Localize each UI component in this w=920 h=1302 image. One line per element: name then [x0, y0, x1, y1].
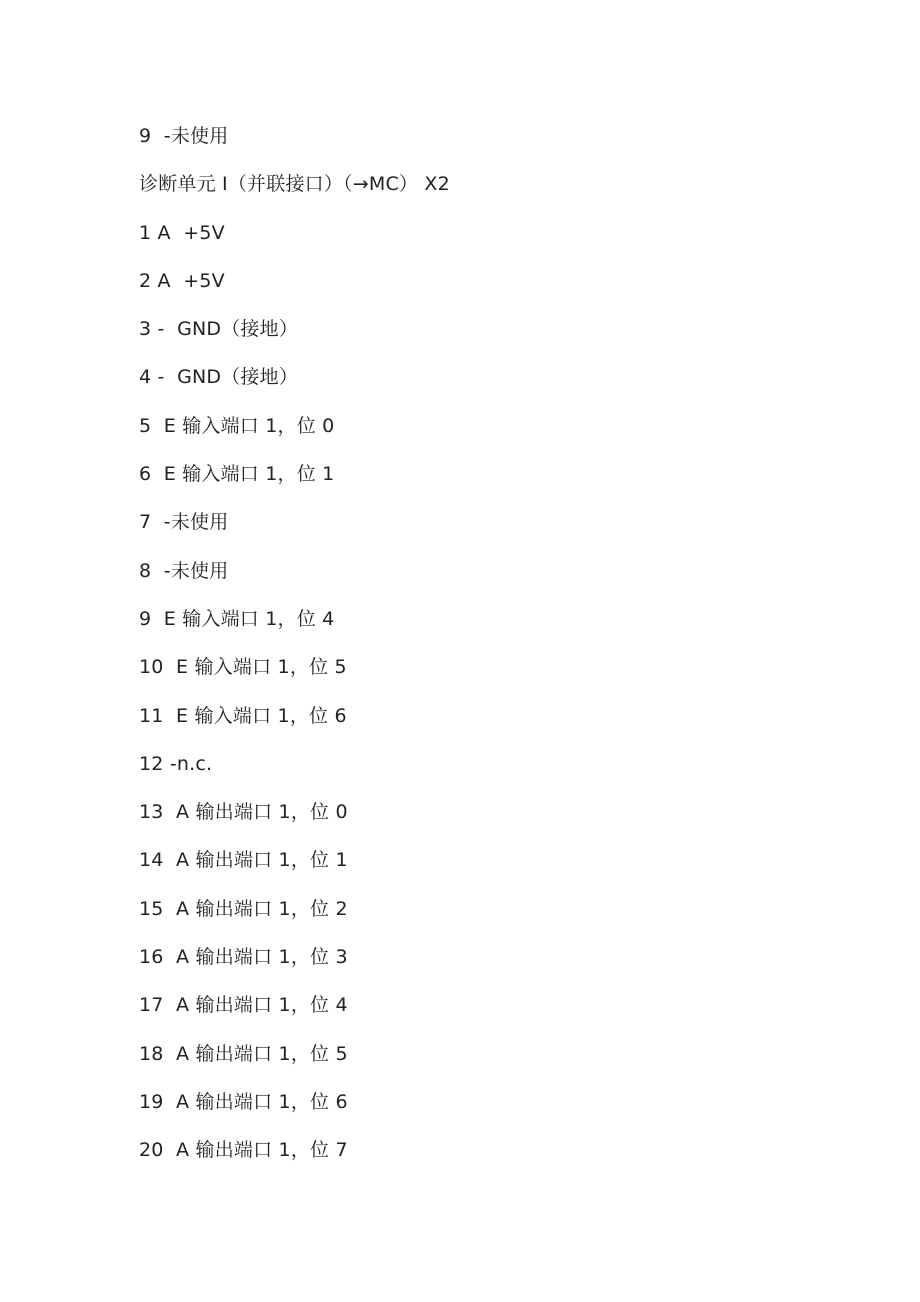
pin-line: 6 E 输入端口 1，位 1 — [139, 463, 335, 486]
pin-line: 11 E 输入端口 1，位 6 — [139, 704, 347, 727]
pin-line: 2 A +5V — [139, 269, 225, 292]
pin-line: 7 -未使用 — [139, 511, 229, 534]
pin-line: 4 - GND（接地） — [139, 366, 299, 389]
pin-line: 18 A 输出端口 1，位 5 — [139, 1042, 348, 1065]
pin-line: 3 - GND（接地） — [139, 318, 299, 341]
pin-line: 12 -n.c. — [139, 752, 213, 775]
pin-line: 17 A 输出端口 1，位 4 — [139, 994, 348, 1017]
section-heading: 诊断单元 I（并联接口）（→MC） X2 — [139, 173, 450, 196]
pin-line: 14 A 输出端口 1，位 1 — [139, 849, 348, 872]
pin-line: 9 -未使用 — [139, 125, 229, 147]
pin-line: 5 E 输入端口 1，位 0 — [139, 414, 335, 437]
pin-line: 16 A 输出端口 1，位 3 — [139, 946, 348, 969]
pin-line: 15 A 输出端口 1，位 2 — [139, 897, 348, 920]
pin-line: 20 A 输出端口 1，位 7 — [139, 1139, 348, 1162]
pin-line: 1 A +5V — [139, 221, 225, 244]
pin-line: 19 A 输出端口 1，位 6 — [139, 1090, 348, 1113]
pin-line: 10 E 输入端口 1，位 5 — [139, 656, 347, 679]
pin-list — [139, 117, 839, 1180]
pin-line: 13 A 输出端口 1，位 0 — [139, 801, 348, 824]
pin-line: 8 -未使用 — [139, 559, 229, 582]
pin-line: 9 E 输入端口 1，位 4 — [139, 607, 335, 630]
